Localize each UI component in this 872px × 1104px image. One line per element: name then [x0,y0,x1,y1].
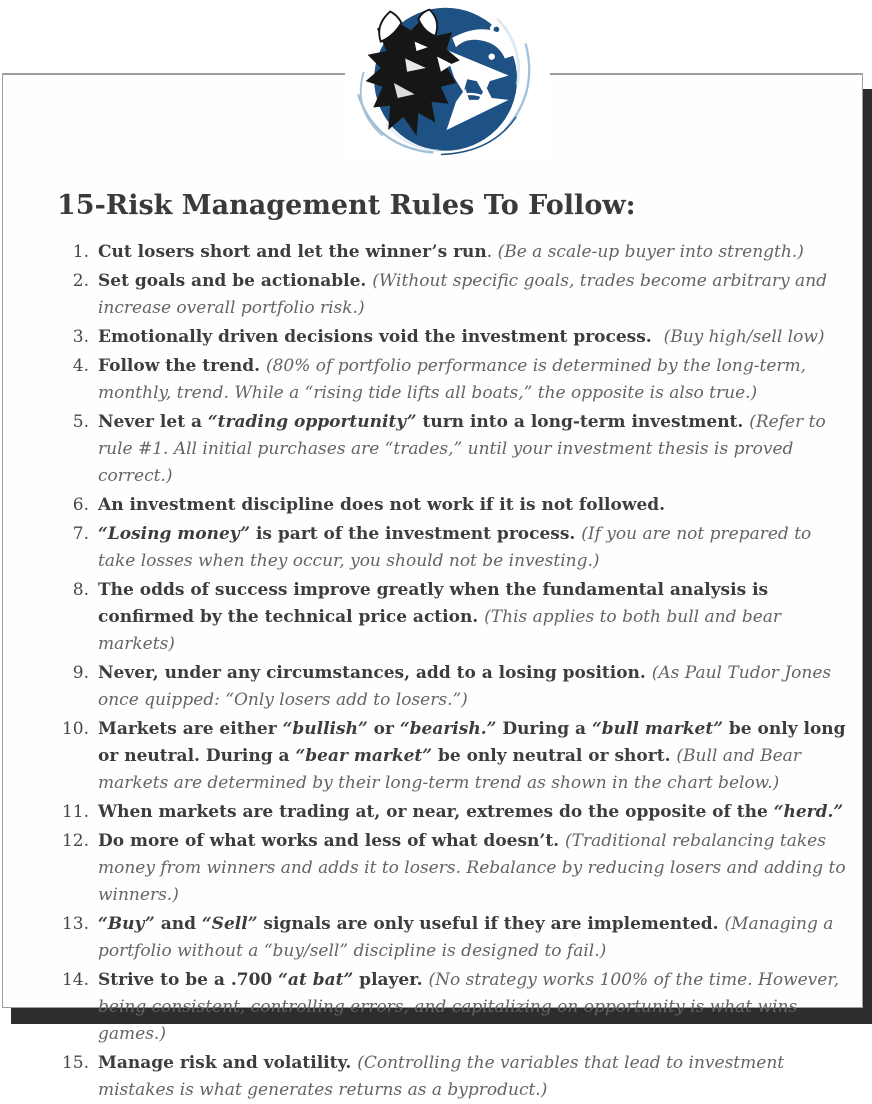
rule-number: 13. [61,913,89,934]
rule-item [53,799,847,826]
bull-bear-logo [345,4,550,162]
rule-number: 7. [72,523,89,544]
rule-item [53,1050,847,1104]
rules-card [2,73,863,1100]
rules-list [53,239,847,1104]
rule-item [53,967,847,1048]
rule-text: Follow the trend. (80% of portfolio performance is determined by the long-term, monthly, trend. While a “rising tide lifts all boats,” the opposite is also true.) [98,355,807,403]
rule-item [53,268,847,322]
rule-text: Markets are either “bullish” or “bearish.” During a “bull market” be only long or neutral. During a “bear market” be only neutral or short. (Bull and Bear markets are determined by their long-term trend as shown in the chart below.) [98,718,846,793]
rule-item [53,521,847,575]
rule-text: Cut losers short and let the winner’s run. (Be a scale-up buyer into strength.) [98,241,804,262]
rule-number: 8. [72,579,89,600]
page-title: 15-Risk Management Rules To Follow: [57,190,636,221]
rule-text: When markets are trading at, or near, extremes do the opposite of the “herd.” [98,801,844,822]
rule-number: 2. [72,270,89,291]
rule-text: Never, under any circumstances, add to a losing position. (As Paul Tudor Jones once quipped: “Only losers add to losers.”) [98,662,832,710]
rule-number: 9. [72,662,89,683]
rule-number: 3. [72,326,89,347]
rule-number: 1. [72,241,89,262]
rule-number: 5. [72,411,89,432]
rule-text: Emotionally driven decisions void the investment process. (Buy high/sell low) [98,326,825,347]
rule-number: 12. [61,830,89,851]
rule-item [53,660,847,714]
rule-text: Manage risk and volatility. (Controlling the variables that lead to investment mistakes is what generates returns as a byproduct.) [98,1052,785,1100]
rule-number: 6. [72,494,89,515]
rule-number: 4. [72,355,89,376]
rule-text: The odds of success improve greatly when the fundamental analysis is confirmed by the technical price action. (This applies to both bull and bear markets) [98,579,782,654]
rule-number: 14. [61,969,89,990]
rule-item [53,716,847,797]
rule-text: An investment discipline does not work if it is not followed. [98,494,666,515]
rule-item [53,409,847,490]
rule-text: Strive to be a .700 “at bat” player. (No strategy works 100% of the time. However, being consistent, controlling errors, and capitalizing on opportunity is what wins games.) [98,969,840,1044]
rule-text: “Losing money” is part of the investment process. (If you are not prepared to take losses when they occur, you should not be investing.) [98,523,812,571]
rule-item [53,828,847,909]
bull-bear-globe-icon [345,4,550,162]
rule-text: Set goals and be actionable. (Without specific goals, trades become arbitrary and increase overall portfolio risk.) [98,270,828,318]
rule-item [53,353,847,407]
rule-item [53,492,847,519]
rule-item [53,577,847,658]
rule-item [53,324,847,351]
rule-number: 10. [61,718,89,739]
rule-text: “Buy” and “Sell” signals are only useful if they are implemented. (Managing a portfolio without a “buy/sell” discipline is designed to fail.) [98,913,834,961]
rule-number: 15. [61,1052,89,1073]
rule-item [53,239,847,266]
rule-text: Do more of what works and less of what doesn’t. (Traditional rebalancing takes money from winners and adds it to losers. Rebalance by reducing losers and adding to winners.) [98,830,846,905]
rule-text: Never let a “trading opportunity” turn into a long-term investment. (Refer to rule #1. All initial purchases are “trades,” until your investment thesis is proved correct.) [98,411,826,486]
rule-item [53,911,847,965]
rule-number: 11. [61,801,89,822]
